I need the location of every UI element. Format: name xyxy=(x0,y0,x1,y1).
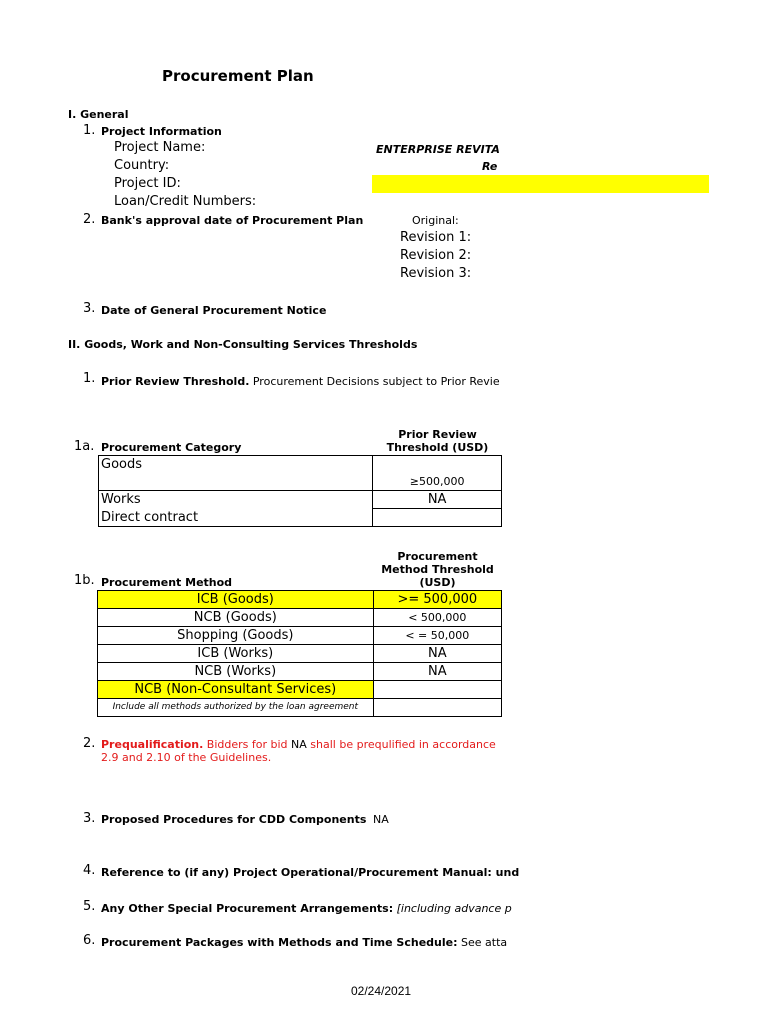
special-arrangements-label: Any Other Special Procurement Arrangements: xyxy=(101,902,394,915)
prior-review-table xyxy=(98,455,502,527)
approval-date-label: Bank's approval date of Procurement Plan xyxy=(101,214,364,227)
header-line: Procurement xyxy=(397,550,478,563)
project-id-label: Project ID: xyxy=(114,176,181,191)
method-cell: NCB (Works) xyxy=(98,663,374,681)
threshold-column-header xyxy=(373,428,502,454)
section-thresholds-heading: II. Goods, Work and Non-Consulting Services Thresholds xyxy=(68,338,418,351)
method-cell: Shopping (Goods) xyxy=(98,627,374,645)
table-row xyxy=(98,591,502,609)
project-name-value: ENTERPRISE REVITA xyxy=(376,143,500,156)
prequalification-na: NA xyxy=(291,738,307,751)
table-row xyxy=(98,609,502,627)
special-arrangements-value: [including advance p xyxy=(393,902,512,915)
loan-credit-label: Loan/Credit Numbers: xyxy=(114,194,257,209)
prequalification-line2: 2.9 and 2.10 of the Guidelines. xyxy=(101,751,272,764)
header-line: (USD) xyxy=(419,576,456,589)
revision-1-label: Revision 1: xyxy=(400,230,472,245)
method-threshold-cell: < 500,000 xyxy=(373,609,501,627)
item-number: 1. xyxy=(83,371,96,386)
category-cell: Goods xyxy=(99,456,373,491)
section-general-heading: I. General xyxy=(68,108,129,121)
method-threshold-cell: >= 500,000 xyxy=(373,591,501,609)
procurement-packages-value: See atta xyxy=(457,936,508,949)
table-row xyxy=(99,491,502,509)
country-label: Country: xyxy=(114,158,170,173)
country-value: Re xyxy=(482,160,498,173)
item-number: 1b. xyxy=(74,573,95,588)
threshold-cell xyxy=(373,509,502,527)
cdd-components-value: NA xyxy=(373,813,389,826)
table-row xyxy=(98,699,502,717)
method-threshold-cell: NA xyxy=(373,663,501,681)
project-name-label: Project Name: xyxy=(114,140,206,155)
category-cell: Works xyxy=(99,491,373,509)
item-number: 2. xyxy=(83,212,96,227)
item-number: 6. xyxy=(83,933,96,948)
table-row xyxy=(99,456,502,491)
prequalification-text-a: Bidders for bid xyxy=(203,738,292,751)
operational-manual-label: Reference to (if any) Project Operational/Procurement Manual: und xyxy=(101,866,520,879)
prequalification-text-b: shall be prequlified in accordance xyxy=(306,738,496,751)
revision-2-label: Revision 2: xyxy=(400,248,472,263)
threshold-cell: ≥500,000 xyxy=(373,456,502,491)
item-number: 2. xyxy=(83,736,96,751)
table-row xyxy=(98,627,502,645)
prior-review-rest: Procurement Decisions subject to Prior Revie xyxy=(249,375,500,388)
header-line: Method Threshold xyxy=(381,563,494,576)
header-line: Threshold (USD) xyxy=(386,441,489,454)
threshold-cell: NA xyxy=(373,491,502,509)
table-row xyxy=(98,681,502,699)
prequalification-text xyxy=(101,738,502,751)
method-threshold-cell: NA xyxy=(373,645,501,663)
item-number: 5. xyxy=(83,899,96,914)
prior-review-threshold-text xyxy=(101,375,502,388)
original-label: Original: xyxy=(412,214,459,227)
header-line: Prior Review xyxy=(398,428,477,441)
project-id-highlight xyxy=(372,175,709,193)
table-row xyxy=(98,645,502,663)
method-cell: NCB (Non-Consultant Services) xyxy=(98,681,374,699)
procurement-packages-text xyxy=(101,936,508,949)
procurement-method-table xyxy=(97,590,502,717)
prequalification-bold: Prequalification. xyxy=(101,738,204,751)
cdd-components-label: Proposed Procedures for CDD Components xyxy=(101,813,367,826)
page-title: Procurement Plan xyxy=(162,67,314,85)
item-number: 3. xyxy=(83,811,96,826)
item-number: 1. xyxy=(83,123,96,138)
item-number: 1a. xyxy=(74,439,95,454)
procurement-packages-label: Procurement Packages with Methods and Time Schedule: xyxy=(101,936,458,949)
revision-3-label: Revision 3: xyxy=(400,266,472,281)
method-note-cell: Include all methods authorized by the loan agreement xyxy=(98,699,374,717)
method-column-header: Procurement Method xyxy=(101,576,233,589)
category-cell: Direct contract xyxy=(99,509,373,527)
method-threshold-cell xyxy=(373,681,501,699)
method-threshold-cell: < = 50,000 xyxy=(373,627,501,645)
footer-date: 02/24/2021 xyxy=(351,984,412,998)
item-number: 4. xyxy=(83,863,96,878)
table-row xyxy=(99,509,502,527)
category-column-header: Procurement Category xyxy=(101,441,242,454)
item-number: 3. xyxy=(83,301,96,316)
general-notice-label: Date of General Procurement Notice xyxy=(101,304,327,317)
method-threshold-cell xyxy=(373,699,501,717)
method-cell: ICB (Goods) xyxy=(98,591,374,609)
prior-review-bold: Prior Review Threshold. xyxy=(101,375,250,388)
project-information-label: Project Information xyxy=(101,125,222,138)
table-row xyxy=(98,663,502,681)
method-cell: NCB (Goods) xyxy=(98,609,374,627)
method-cell: ICB (Works) xyxy=(98,645,374,663)
special-arrangements-text xyxy=(101,902,512,915)
method-threshold-column-header xyxy=(373,550,502,589)
